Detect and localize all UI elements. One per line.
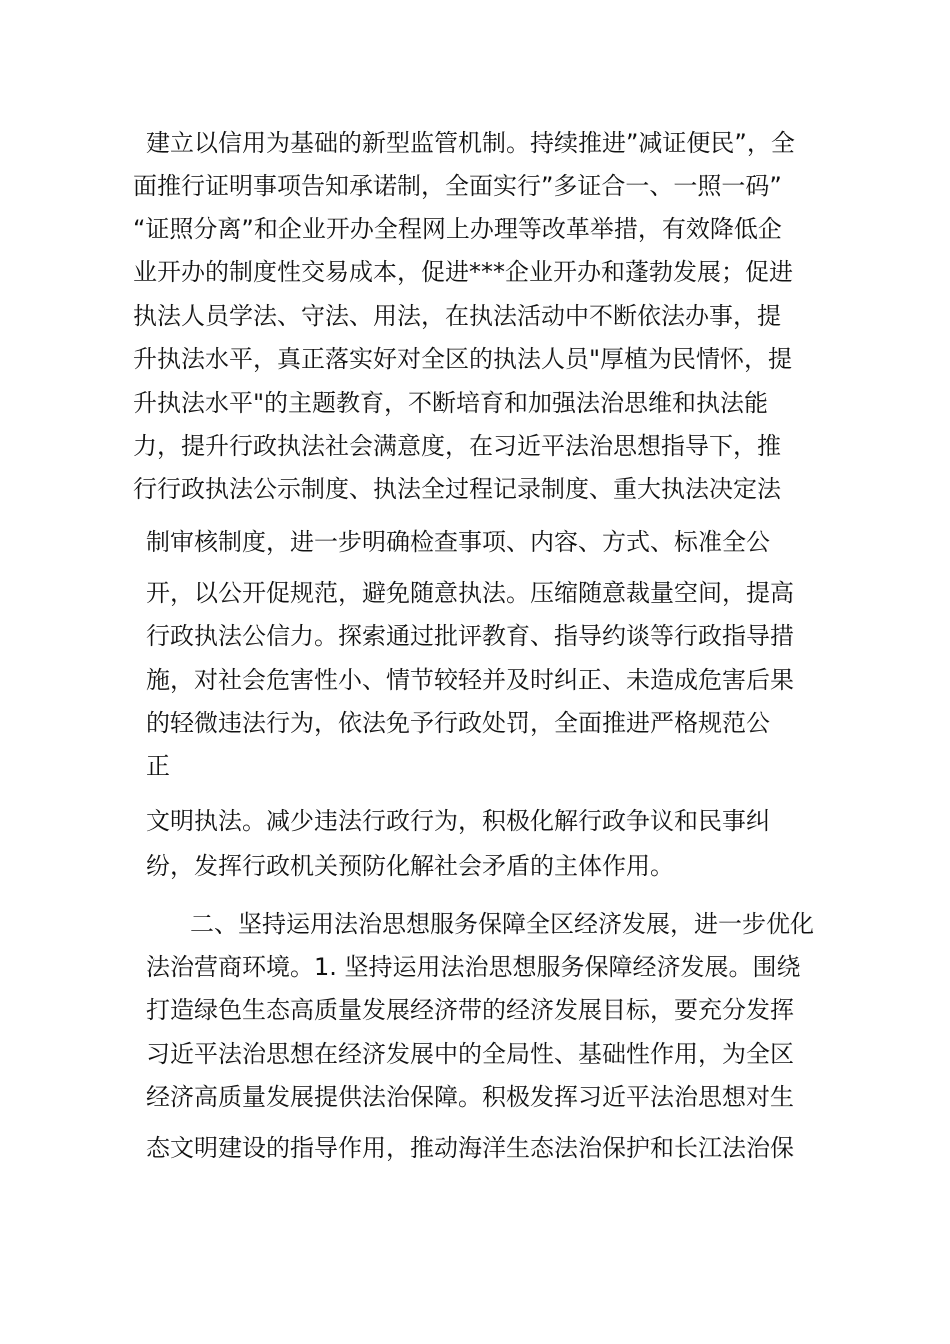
text-line-12: 行政执法公信力。探索通过批评教育、指导约谈等行政指导措 xyxy=(146,622,794,650)
text-line-3: “证照分离”和企业开办全程网上办理等改革举措，有效降低企 xyxy=(133,215,782,243)
text-line-22: 经济高质量发展提供法治保障。积极发挥习近平法治思想对生 xyxy=(146,1083,794,1111)
text-line-7: 升执法水平"的主题教育，不断培育和加强法治思维和执法能 xyxy=(133,389,769,417)
text-line-10: 制审核制度，进一步明确检查事项、内容、方式、标准全公 xyxy=(146,528,770,556)
text-line-8: 力，提升行政执法社会满意度，在习近平法治思想指导下，推 xyxy=(133,432,781,460)
text-line-13: 施，对社会危害性小、情节较轻并及时纠正、未造成危害后果 xyxy=(146,666,794,694)
text-line-6: 升执法水平，真正落实好对全区的执法人员"厚植为民情怀，提 xyxy=(133,345,793,373)
text-line-20: 打造绿色生态高质量发展经济带的经济发展目标，要充分发挥 xyxy=(146,996,794,1024)
text-line-5: 执法人员学法、守法、用法，在执法活动中不断依法办事，提 xyxy=(133,302,781,330)
text-line-21: 习近平法治思想在经济发展中的全局性、基础性作用，为全区 xyxy=(146,1040,794,1068)
text-line-14: 的轻微违法行为，依法免予行政处罚，全面推进严格规范公 xyxy=(146,709,770,737)
text-line-11: 开，以公开促规范，避免随意执法。压缩随意裁量空间，提高 xyxy=(146,579,794,607)
text-line-23: 态文明建设的指导作用，推动海洋生态法治保护和长江法治保 xyxy=(146,1134,794,1162)
text-line-17: 纷，发挥行政机关预防化解社会矛盾的主体作用。 xyxy=(146,852,674,880)
text-line-4: 业开办的制度性交易成本，促进***企业开办和蓬勃发展；促进 xyxy=(133,258,793,286)
text-line-2: 面推行证明事项告知承诺制，全面实行”多证合一、一照一码” xyxy=(133,172,782,200)
text-line-18: 二、坚持运用法治思想服务保障全区经济发展，进一步优化 xyxy=(190,910,814,938)
text-line-9: 行行政执法公示制度、执法全过程记录制度、重大执法决定法 xyxy=(133,475,781,503)
text-line-16: 文明执法。减少违法行政行为，积极化解行政争议和民事纠 xyxy=(146,807,770,835)
text-line-1: 建立以信用为基础的新型监管机制。持续推进”减证便民”，全 xyxy=(146,129,795,157)
text-line-19: 法治营商环境。1. 坚持运用法治思想服务保障经济发展。围绕 xyxy=(146,953,801,981)
text-line-15: 正 xyxy=(146,752,170,780)
